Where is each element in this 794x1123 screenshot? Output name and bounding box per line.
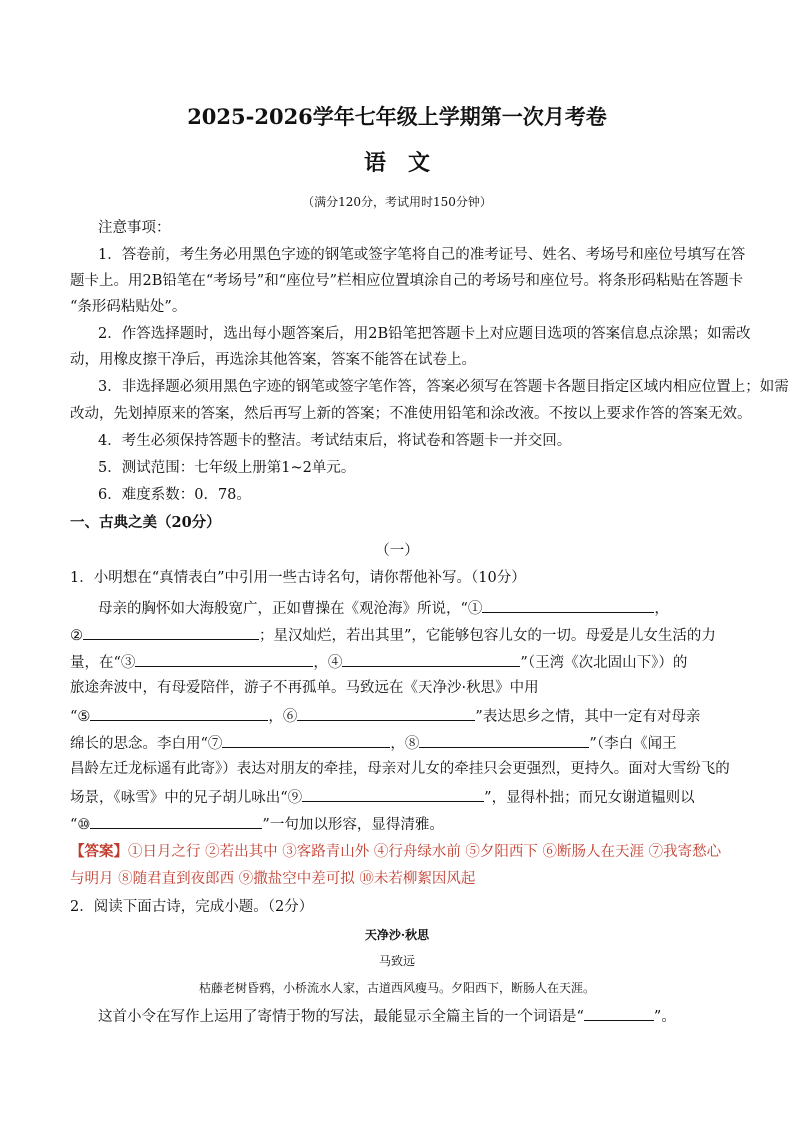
q2-question: 这首小令在写作上运用了寄情于物的写法，最能显示全篇主旨的一个词语是“ ”。 — [98, 1005, 676, 1027]
q1-line-6: 绵长的思念。李白用“⑦ ，⑧ ”（李白《闻王 — [70, 732, 677, 754]
notice-item-1-cont2: “条形码粘贴处”。 — [70, 299, 187, 315]
q1-line-4: 旅途奔波中，有母爱陪伴，游子不再孤单。马致远在《天净沙·秋思》中用 — [70, 680, 539, 696]
notice-item-3: 3．非选择题必须用黑色字迹的钢笔或签字笔作答，答案必须写在答题卡各题目指定区域内相应位置上；如需 — [98, 379, 789, 395]
notice-item-4: 4．考生必须保持答题卡的整洁。考试结束后，将试卷和答题卡一并交回。 — [98, 433, 572, 449]
q1-line-7: 昌龄左迁龙标遥有此寄》）表达对朋友的牵挂，母亲对儿女的牵挂只会更强烈，更持久。面对大雪纷飞的 — [70, 761, 730, 777]
exam-title: 2025-2026学年七年级上学期第一次月考卷 — [187, 104, 607, 129]
q1-line-3: 量，在“③ ，④ ”（王湾《次北固山下》）的 — [70, 651, 687, 673]
notice-heading: 注意事项： — [98, 220, 171, 236]
notice-item-5: 5．测试范围：七年级上册第1~2单元。 — [98, 460, 356, 476]
blank-2[interactable] — [83, 624, 259, 640]
section-heading: 一、古典之美（20分） — [70, 514, 221, 531]
exam-note: （满分120分，考试用时150分钟） — [302, 195, 492, 209]
blank-5[interactable] — [90, 705, 268, 721]
notice-item-3-cont: 改动，先划掉原来的答案，然后再写上新的答案；不准使用铅笔和涂改液。不按以上要求作答的答案无效。 — [70, 406, 752, 422]
poem-author: 马致远 — [378, 954, 415, 968]
q1-line-1: 母亲的胸怀如大海般宽广，正如曹操在《观沧海》所说，“① ， — [98, 597, 669, 619]
notice-item-1-cont: 题卡上。用2B铅笔在“考场号”和“座位号”栏相应位置填涂自己的考场号和座位号。将条形码粘贴在答题卡 — [70, 273, 744, 289]
poem-title: 天净沙·秋思 — [364, 928, 430, 942]
notice-item-1: 1．答卷前，考生务必用黑色字迹的钢笔或签字笔将自己的准考证号、姓名、考场号和座位号填写在答 — [98, 247, 746, 263]
q1-line-8: 场景，《咏雪》中的兄子胡儿咏出“⑨ ”，显得朴拙；而兄女谢道韫则以 — [70, 786, 695, 808]
q1-line-2: ② ；星汉灿烂，若出其里”，它能够包容儿女的一切。母爱是儿女生活的力 — [70, 624, 716, 646]
blank-9[interactable] — [302, 786, 484, 802]
poem-text: 枯藤老树昏鸦，小桥流水人家，古道西风瘦马。夕阳西下，断肠人在天涯。 — [198, 981, 595, 995]
notice-item-2-cont: 动，用橡皮擦干净后，再选涂其他答案，答案不能答在试卷上。 — [70, 352, 476, 368]
answer-label: 【答案】 — [70, 843, 128, 860]
blank-1[interactable] — [482, 597, 654, 613]
q1-line-9: “⑩ ”一句加以形容，显得清雅。 — [70, 813, 444, 835]
blank-q2[interactable] — [584, 1005, 654, 1021]
blank-4[interactable] — [342, 651, 520, 667]
blank-8[interactable] — [419, 732, 589, 748]
q1-line-5: “⑤ ，⑥ ”表达思乡之情，其中一定有对母亲 — [70, 705, 700, 727]
subject-title: 语 文 — [363, 150, 430, 176]
q1-answer-line-2: 与明月 ⑧随君直到夜郎西 ⑨撒盐空中差可拟 ⑩未若柳絮因风起 — [70, 871, 476, 887]
blank-10[interactable] — [90, 813, 262, 829]
q2-stem: 2．阅读下面古诗，完成小题。（2分） — [70, 899, 314, 915]
part-marker: （一） — [375, 543, 419, 559]
blank-6[interactable] — [297, 705, 475, 721]
notice-item-6: 6．难度系数：0．78。 — [98, 487, 251, 503]
blank-7[interactable] — [222, 732, 390, 748]
q1-answer-line-1: 【答案】①日月之行 ②若出其中 ③客路青山外 ④行舟绿水前 ⑤夕阳西下 ⑥断肠人在天涯 ⑦我寄愁心 — [70, 843, 722, 860]
notice-item-2: 2．作答选择题时，选出每小题答案后，用2B铅笔把答题卡上对应题目选项的答案信息点涂黑；如需改 — [98, 326, 751, 342]
blank-3[interactable] — [135, 651, 313, 667]
q1-stem: 1．小明想在“真情表白”中引用一些古诗名句，请你帮他补写。（10分） — [70, 570, 526, 586]
